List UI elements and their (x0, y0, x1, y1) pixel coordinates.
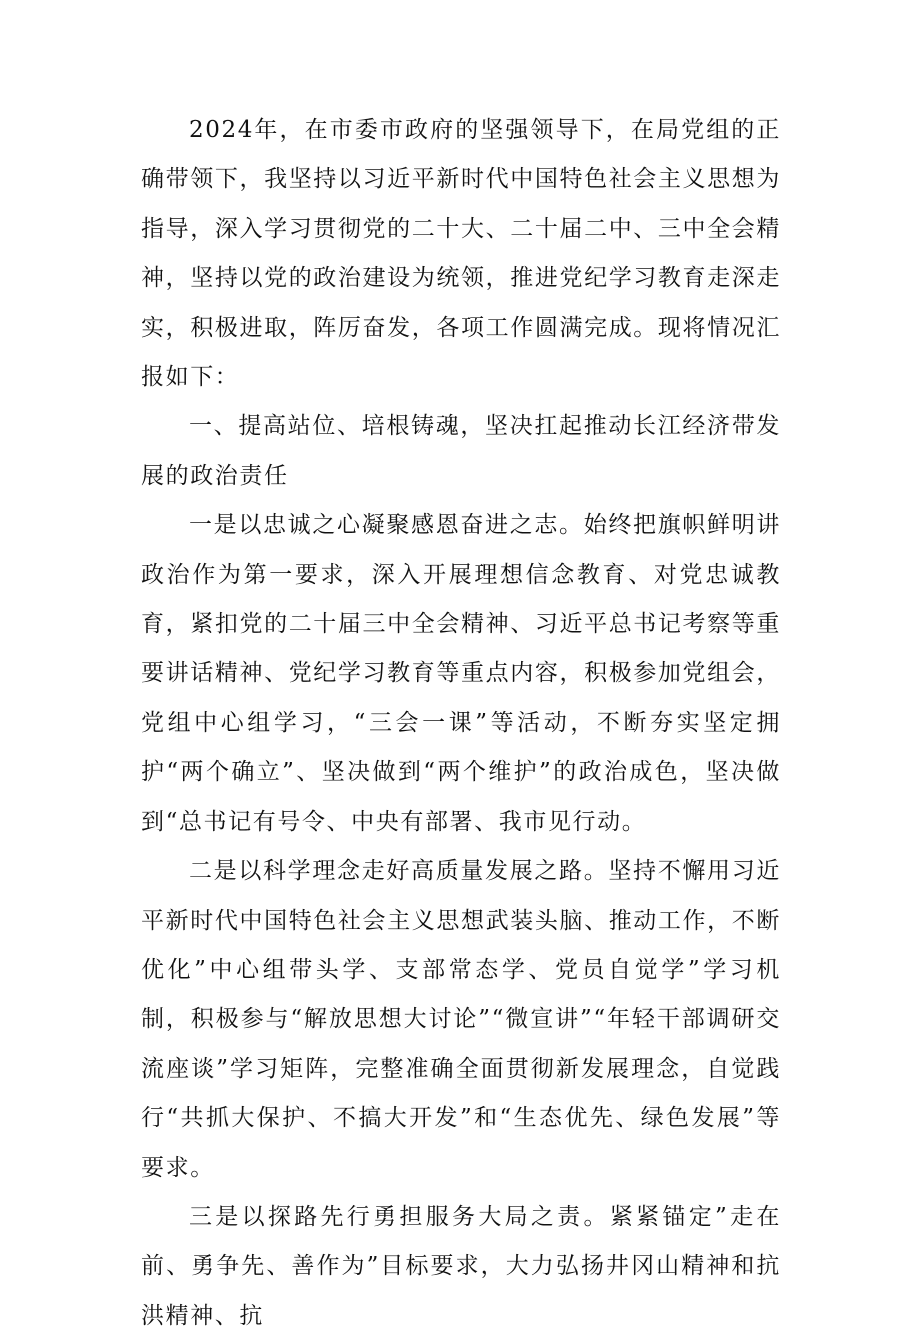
point-paragraph-1: 一是以忠诚之心凝聚感恩奋进之志。始终把旗帜鲜明讲政治作为第一要求，深入开展理想信念教育、对党忠诚教育，紧扣党的二十届三中全会精神、习近平总书记考察等重要讲话精神、党纪学习教育等重点内容，积极参加党组会，党组中心组学习，“三会一课”等活动，不断夯实坚定拥护“两个确立”、坚决做到“两个维护”的政治成色，坚决做到“总书记有号令、中央有部署、我市见行动。 (141, 512, 781, 835)
document-body (141, 106, 781, 1341)
point-paragraph-2: 二是以科学理念走好高质量发展之路。坚持不懈用习近平新时代中国特色社会主义思想武装头脑、推动工作，不断优化”中心组带头学、支部常态学、党员自觉学”学习机制，积极参与“解放思想大讨论”“微宣讲”“年轻干部调研交流座谈”学习矩阵，完整准确全面贯彻新发展理念，自觉践行“共抓大保护、不搞大开发”和“生态优先、绿色发展”等要求。 (141, 858, 781, 1181)
section-heading-1: 一、提高站位、培根铸魂，坚决扛起推动长江经济带发展的政治责任 (141, 413, 781, 489)
intro-paragraph: 2024年，在市委市政府的坚强领导下，在局党组的正确带领下，我坚持以习近平新时代中国特色社会主义思想为指导，深入学习贯彻党的二十大、二十届二中、三中全会精神，坚持以党的政治建设为统领，推进党纪学习教育走深走实，积极进取，阵厉奋发，各项工作圆满完成。现将情况汇报如下： (141, 117, 781, 391)
point-paragraph-3: 三是以探路先行勇担服务大局之责。紧紧锚定”走在前、勇争先、善作为”目标要求，大力弘扬井冈山精神和抗洪精神、抗 (141, 1203, 781, 1329)
